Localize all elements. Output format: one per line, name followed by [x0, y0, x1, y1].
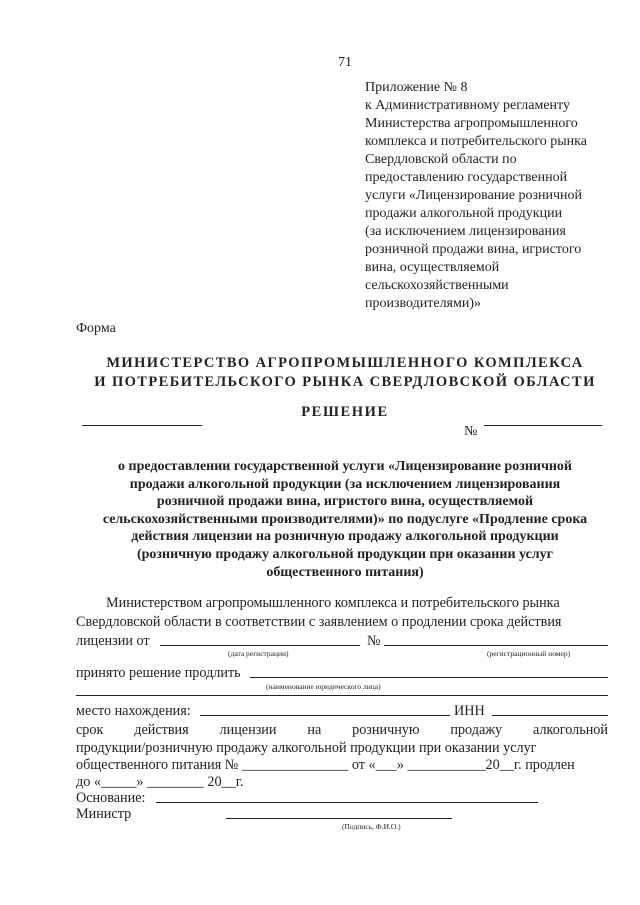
subject-line: продажи алкогольной продукции (за исключением лицензирования — [129, 476, 561, 492]
caption-signature: (Подпись, Ф.И.О.) — [342, 822, 401, 831]
subject-line: действия лицензии на розничную продажу алкогольной продукции — [131, 529, 559, 545]
registration-number-field[interactable] — [384, 645, 608, 646]
inn-label: ИНН — [454, 703, 485, 719]
ministry-line: И ПОТРЕБИТЕЛЬСКОГО РЫНКА СВЕРДЛОВСКОЙ ОБЛАСТИ — [94, 374, 596, 390]
registration-date-field[interactable] — [160, 645, 360, 646]
subject-line: розничной продажи вина, игристого вина, осуществляемой — [156, 494, 534, 510]
appendix-block — [365, 79, 615, 313]
appendix-line: комплекса и потребительского рынка — [365, 134, 587, 149]
minister-label: Министр — [76, 806, 132, 822]
appendix-line: услуги «Лицензирование розничной — [365, 188, 583, 203]
appendix-line: предоставлению государственной — [365, 170, 568, 185]
ministry-heading — [0, 354, 640, 392]
ministry-line: МИНИСТЕРСТВО АГРОПРОМЫШЛЕННОГО КОМПЛЕКСА — [106, 355, 584, 371]
form-label: Форма — [76, 321, 116, 336]
registration-number-label: № — [367, 633, 381, 649]
caption-legal-entity: (наименование юридического лица) — [266, 682, 381, 691]
subject-line: о предоставлении государственной услуги «Лицензирование розничной — [118, 459, 572, 474]
page-number: 71 — [338, 55, 352, 70]
legal-entity-field[interactable] — [250, 677, 608, 678]
caption-registration-number: (регистрационный номер) — [487, 649, 571, 658]
term-line: срок действия лицензии на розничную продажу алкогольной — [76, 722, 608, 738]
license-from-label: лицензии от — [76, 633, 150, 649]
body-line: Свердловской области в соответствии с заявлением о продлении срока действия — [76, 614, 562, 630]
decision-title: РЕШЕНИЕ — [301, 404, 389, 420]
inn-field[interactable] — [492, 715, 608, 716]
decision-subject — [0, 458, 640, 581]
location-field[interactable] — [200, 715, 450, 716]
appendix-line: вина, осуществляемой — [365, 260, 500, 275]
basis-field[interactable] — [156, 802, 538, 803]
number-label: № — [464, 424, 478, 439]
basis-label: Основание: — [76, 790, 146, 806]
subject-line: общественного питания) — [266, 564, 424, 580]
signature-field[interactable] — [226, 818, 452, 819]
caption-registration-date: (дата регистрации) — [228, 649, 289, 658]
legal-entity-continuation-field[interactable] — [76, 695, 608, 696]
subject-line: (розничную продажу алкогольной продукции при оказании услуг — [136, 546, 553, 562]
decision-date-field[interactable] — [82, 425, 202, 426]
term-line: общественного питания № _______________ от «___» ___________20__г. продлен — [76, 757, 575, 773]
subject-line: сельскохозяйственными производителями)» по подуслуге «Продление срока — [102, 511, 588, 527]
term-line: продукции/розничную продажу алкогольной продукции при оказании услуг — [76, 740, 537, 756]
term-line: до «_____» ________ 20__г. — [76, 774, 244, 790]
decided-label: принято решение продлить — [76, 665, 241, 681]
appendix-line: производителями)» — [365, 296, 482, 311]
decision-number-field[interactable] — [484, 425, 602, 426]
appendix-line: к Административному регламенту — [365, 98, 570, 113]
location-label: место нахождения: — [76, 703, 191, 719]
appendix-line: продажи алкогольной продукции — [365, 206, 563, 221]
appendix-line: Свердловской области по — [365, 152, 517, 167]
appendix-line: (за исключением лицензирования — [365, 224, 566, 239]
appendix-line: розничной продажи вина, игристого — [365, 242, 582, 257]
body-line: Министерством агропромышленного комплекса и потребительского рынка — [106, 595, 560, 611]
appendix-line: сельскохозяйственными — [365, 278, 509, 293]
appendix-line: Министерства агропромышленного — [365, 116, 578, 131]
appendix-line: Приложение № 8 — [365, 80, 468, 95]
